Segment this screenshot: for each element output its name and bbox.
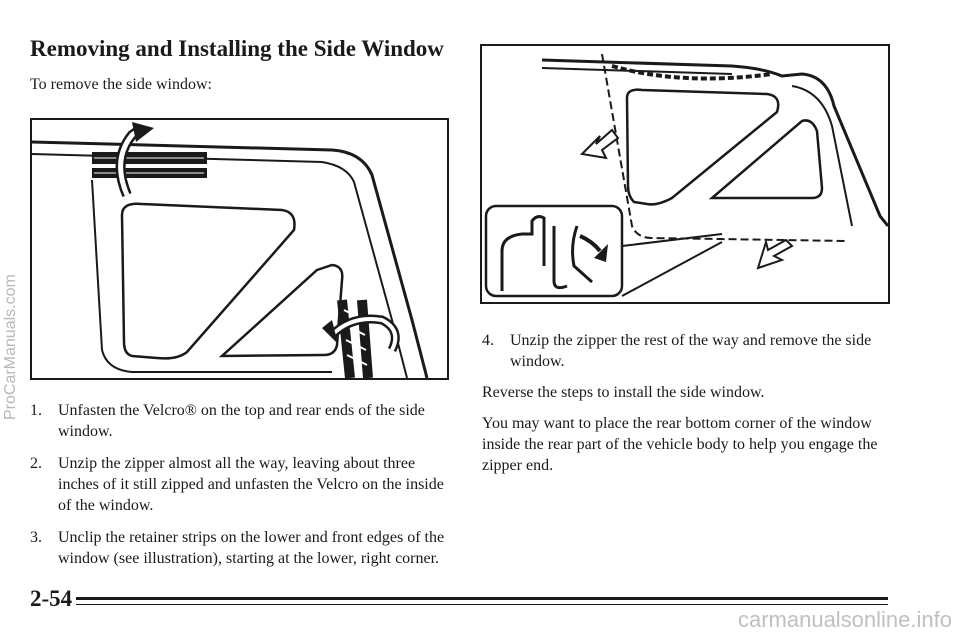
step-number: 1. (30, 402, 42, 419)
step-text: Unfasten the Velcro® on the top and rear ends of the side window. (58, 402, 425, 440)
bottom-watermark: carmanualsonline.info (737, 607, 952, 632)
list-item (30, 527, 450, 569)
list-item (30, 453, 450, 516)
steps-list-left (30, 400, 450, 580)
step-number: 3. (30, 529, 42, 546)
tip-paragraph: You may want to place the rear bottom corner of the window inside the rear part of the vehicle body to help you engage the zipper end. (482, 415, 878, 474)
step-text: Unclip the retainer strips on the lower and front edges of the window (see illustration), starting at the lower, right corner. (58, 529, 445, 567)
page-number: 2-54 (30, 586, 73, 611)
illustration-retainer (480, 44, 890, 304)
reverse-steps-paragraph: Reverse the steps to install the side window. (482, 384, 765, 401)
illustration-velcro (30, 118, 449, 380)
velcro-illustration-drawing (32, 120, 447, 378)
step-text: Unzip the zipper the rest of the way and remove the side window. (510, 332, 872, 370)
list-item (482, 330, 892, 372)
retainer-illustration-drawing (482, 46, 888, 302)
step-number: 2. (30, 455, 42, 472)
intro-text: To remove the side window: (30, 76, 212, 93)
footer-rule (76, 597, 888, 600)
step-number: 4. (482, 332, 494, 349)
footer-rule-thin (76, 604, 888, 605)
step-text: Unzip the zipper almost all the way, leaving about three inches of it still zipped and unfasten the Velcro on the inside of the window. (58, 455, 444, 514)
section-heading: Removing and Installing the Side Window (30, 36, 444, 61)
right-column-text (482, 330, 892, 486)
list-item (30, 400, 450, 442)
side-watermark: ProCarManuals.com (2, 274, 19, 420)
